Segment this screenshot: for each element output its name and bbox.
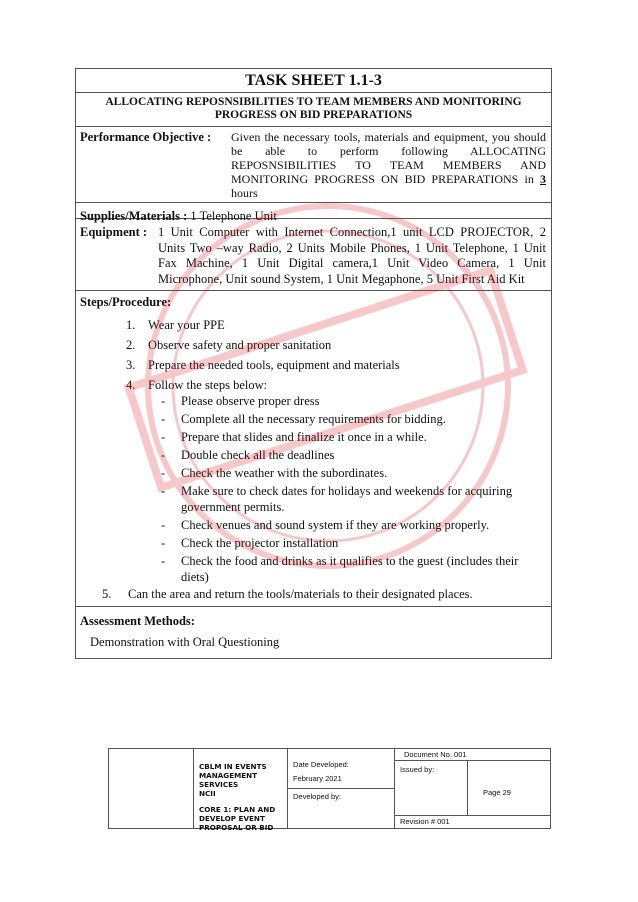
assessment-heading: Assessment Methods: bbox=[80, 614, 195, 628]
substep-item bbox=[161, 483, 547, 515]
step-item bbox=[126, 318, 547, 333]
substep-item bbox=[161, 535, 547, 551]
program-line-1 bbox=[199, 762, 283, 771]
step-text: Can the area and return the tools/materials to their designated places. bbox=[128, 587, 473, 601]
steps-procedure-section bbox=[76, 291, 551, 607]
dash-bullet: - bbox=[161, 412, 166, 426]
substep-item bbox=[161, 393, 547, 409]
substep-text: Check the food and drinks as it qualifies to the guest (includes their diets) bbox=[181, 554, 519, 584]
step-number: 2. bbox=[126, 338, 136, 352]
performance-hours: 3 bbox=[540, 172, 546, 186]
task-sheet bbox=[75, 68, 552, 659]
step-number: 5. bbox=[102, 587, 112, 601]
substep-item bbox=[161, 517, 547, 533]
footer-document-number: Document No. 001 bbox=[395, 749, 550, 761]
assessment-section bbox=[76, 607, 551, 658]
substep-text: Check the projector installation bbox=[181, 536, 339, 550]
equipment-row bbox=[76, 219, 551, 291]
footer-logo-cell bbox=[109, 749, 194, 828]
document-footer bbox=[108, 748, 551, 832]
step-number: 3. bbox=[126, 358, 136, 372]
step-text: Follow the steps below: bbox=[148, 378, 268, 392]
performance-objective-text bbox=[231, 130, 546, 200]
core-line-3: PROPOSAL OR BID bbox=[199, 823, 274, 832]
substep-text: Make sure to check dates for holidays and weekends for acquiring government permits. bbox=[181, 484, 513, 514]
performance-text-after: hours bbox=[231, 186, 258, 200]
substep-item bbox=[161, 553, 547, 585]
assessment-value: Demonstration with Oral Questioning bbox=[90, 635, 280, 649]
dash-bullet: - bbox=[161, 536, 166, 550]
footer-module-cell bbox=[194, 749, 288, 832]
substep-text: Prepare that slides and finalize it once in a while. bbox=[181, 430, 427, 444]
footer-page-number: Page 29 bbox=[468, 761, 550, 816]
substep-item bbox=[161, 429, 547, 445]
date-developed-label: Date Developed: bbox=[293, 760, 349, 769]
dash-bullet: - bbox=[161, 518, 166, 532]
task-sheet-title: TASK SHEET 1.1-3 bbox=[76, 69, 551, 93]
performance-objective-row bbox=[76, 127, 551, 203]
steps-procedure-heading: Steps/Procedure: bbox=[80, 295, 172, 309]
supplies-label: Supplies/Materials : bbox=[80, 209, 188, 223]
program-line-3: NCII bbox=[199, 789, 216, 798]
equipment-label: Equipment : bbox=[80, 225, 148, 239]
substep-text: Check the weather with the subordinates. bbox=[181, 466, 388, 480]
step-text: Prepare the needed tools, equipment and materials bbox=[148, 358, 400, 372]
task-sheet-subtitle bbox=[76, 93, 551, 127]
subtitle-line-1: ALLOCATING REPOSNSIBILITIES TO TEAM MEMBERS AND MONITORING bbox=[105, 96, 522, 108]
dash-bullet: - bbox=[161, 554, 166, 568]
supplies-value: 1 Telephone Unit bbox=[187, 209, 277, 223]
substep-text: Double check all the deadlines bbox=[181, 448, 335, 462]
dash-bullet: - bbox=[161, 466, 166, 480]
dash-bullet: - bbox=[161, 430, 166, 444]
core-line-1: CORE 1: PLAN AND bbox=[199, 805, 276, 814]
substeps-list bbox=[80, 393, 547, 585]
footer-developed-by-cell: Developed by: bbox=[288, 789, 395, 828]
substep-item bbox=[161, 447, 547, 463]
program-text: CBLM IN EVENTS bbox=[199, 762, 267, 771]
steps-list bbox=[80, 318, 547, 393]
step-text: Observe safety and proper sanitation bbox=[148, 338, 332, 352]
core-line-2: DEVELOP EVENT bbox=[199, 814, 265, 823]
dash-bullet: - bbox=[161, 484, 166, 498]
substep-text: Complete all the necessary requirements for bidding. bbox=[181, 412, 446, 426]
performance-text-before: Given the necessary tools, materials and equipment, you should be able to perform following ALLOCATING REPOSNSIBILITIES TO TEAM MEMBERS AND MONITORING PROGRESS ON BID PREPARATIONS in bbox=[231, 130, 546, 186]
dash-bullet: - bbox=[161, 394, 166, 408]
date-developed-value: February 2021 bbox=[293, 774, 342, 783]
performance-objective-label: Performance Objective : bbox=[80, 130, 212, 144]
substep-item bbox=[161, 411, 547, 427]
step-item bbox=[126, 378, 547, 393]
substep-text: Check venues and sound system if they are working properly. bbox=[181, 518, 490, 532]
program-line-2: MANAGEMENT SERVICES bbox=[199, 771, 258, 789]
footer-issued-by: Issued by: bbox=[395, 761, 468, 816]
substep-item bbox=[161, 465, 547, 481]
step-item-5 bbox=[80, 587, 547, 602]
footer-revision: Revision # 001 bbox=[400, 817, 450, 826]
step-text: Wear your PPE bbox=[148, 318, 225, 332]
supplies-row bbox=[76, 203, 551, 223]
step-number: 1. bbox=[126, 318, 136, 332]
footer-date-cell bbox=[288, 749, 395, 789]
dash-bullet: - bbox=[161, 448, 166, 462]
subtitle-line-2: PROGRESS ON BID PREPARATIONS bbox=[214, 109, 413, 121]
step-item bbox=[126, 358, 547, 373]
step-item bbox=[126, 338, 547, 353]
equipment-value: 1 Unit Computer with Internet Connection,1 unit LCD PROJECTOR, 2 Units Two –way Radio, 2 Units Mobile Phones, 1 Unit Telephone, 1 Unit Fax Machine, 1 Unit Digital camera,1 Unit Video Camera, 1 Unit Microphone, Unit sound System, 1 Unit Megaphone, 5 Unit First Aid Kit bbox=[158, 225, 546, 286]
substep-text: Please observe proper dress bbox=[181, 394, 320, 408]
step-number: 4. bbox=[126, 378, 136, 392]
